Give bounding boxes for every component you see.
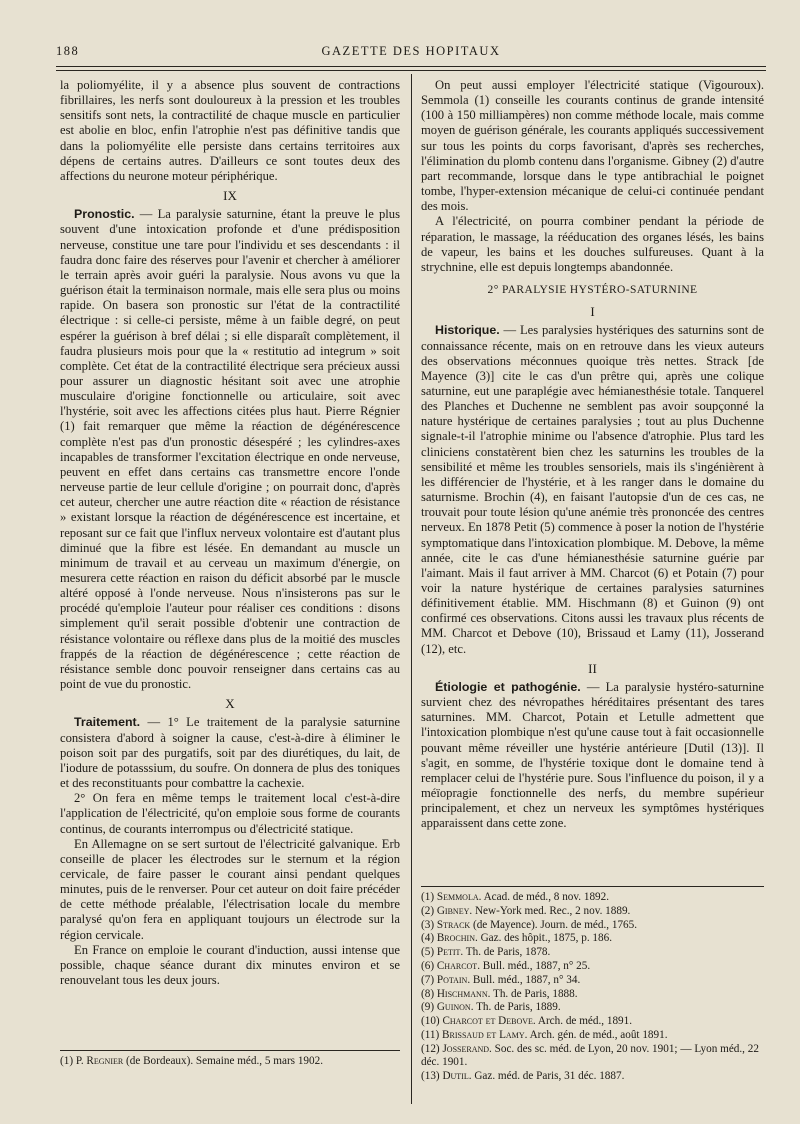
footnote xyxy=(421,946,764,959)
traitement-heading: Traitement. xyxy=(74,715,141,730)
footnote-author: Strack xyxy=(436,918,471,931)
footnote-author: Charcot et Debove xyxy=(442,1015,533,1028)
footnote-number: (11) xyxy=(421,1028,440,1041)
chapter-subtitle: 2° PARALYSIE HYSTÉRO-SATURNINE xyxy=(487,284,698,297)
footnote-number: (13) xyxy=(421,1069,440,1082)
header-rule-top xyxy=(56,66,766,67)
footnote-author: Gibney xyxy=(436,904,470,917)
footnote-text: . Acad. de méd., 8 nov. 1892. xyxy=(478,891,610,903)
left-footnotes xyxy=(60,1050,400,1069)
footnote-text: . Th. de Paris, 1888. xyxy=(487,987,578,1000)
footnote xyxy=(421,932,764,945)
page-header xyxy=(56,44,766,64)
right-footnotes xyxy=(421,886,764,1084)
footnote xyxy=(421,1070,764,1083)
footnote-text: . Th. de Paris, 1878. xyxy=(460,946,551,959)
footnote-text: . Soc. des sc. méd. de Lyon, 20 nov. 1901; — Lyon méd., 22 déc. 1901. xyxy=(421,1042,759,1069)
footnote xyxy=(421,960,764,973)
footnote-text: . Gaz. méd. de Paris, 31 déc. 1887. xyxy=(468,1069,625,1082)
pronostic-paragraph xyxy=(60,207,400,692)
footnote-text: (de Bordeaux). Semaine méd., 5 mars 1902. xyxy=(123,1055,323,1067)
historique-heading: Historique. xyxy=(435,323,500,338)
footnote-number: (4) xyxy=(421,932,435,945)
footnote-author: Semmola xyxy=(436,891,479,903)
traitement-paragraph-3: En Allemagne on se sert surtout de l'électricité galvanique. Erb conseille de placer les électrodes sur le sternum et la région cervicale, de faire passer le courant ainsi pendant quelques minutes, puis de le renverser. Pour cet auteur on doit faire précéder de cette méthode préalable, l'électrisation locale du membre paralysé qu'on fera en appliquant toujours un électrode sur la région cervicale. xyxy=(60,836,400,942)
right-column xyxy=(421,78,764,832)
footnote xyxy=(421,919,764,932)
etiologie-text: — La paralysie hystéro-saturnine survient chez des névropathes héréditaires présentant des tares saturnines. MM. Charcot, Potain et Letulle admettent que l'intoxication plombique n'est qu'une cause tout à fait occasionnelle pouvant même réveiller une hystérie antérieure [Dutil (13)]. Il s'agit, en somme, de l'hystérie toxique dont le domaine tend à remplacer celui de l'hystérie pure. Sous l'influence du poison, il y a méïopragie fonctionnelle des nerfs, du membre supérieur principalement, et chez un nerveux les symptômes hystériques apparaissent dans cette zone. xyxy=(421,679,765,831)
journal-title: GAZETTE DES HOPITAUX xyxy=(321,44,501,58)
footnote xyxy=(421,974,764,987)
footnote-number: (3) xyxy=(421,918,435,931)
massage-paragraph: A l'électricité, on pourra combiner pendant la période de réparation, le massage, la rééducation des organes lésés, les bains de vapeur, les bains et les douches sulfureuses. Quant à la strychnine, elle est depuis longtemps abandonnée. xyxy=(421,214,764,274)
traitement-paragraph-4: En France on emploie le courant d'induction, aussi intense que possible, chaque séance durant dix minutes environ et se renouvelant tous les deux jours. xyxy=(60,942,400,988)
footnote-author: Hischmann xyxy=(436,987,488,1000)
footnote xyxy=(421,1029,764,1042)
footnote-text: . New-York med. Rec., 2 nov. 1889. xyxy=(469,904,631,917)
section-number-ix: IX xyxy=(223,188,237,204)
footnote-author: Regnier xyxy=(86,1055,124,1067)
footnote-author: Potain xyxy=(436,973,468,986)
footnote-author: Petit xyxy=(436,946,461,959)
footnote xyxy=(421,905,764,918)
traitement-text: — 1° Le traitement de la paralysie saturnine consistera d'abord à soigner la cause, c'est-à-dire à éliminer le poison soit par des purgatifs, soit par des diurétiques, du lait, de l'iodure de potasssium, du soufre. On donnera de plus des toniques et des reconstituants pour combattre la cachexie. xyxy=(60,715,400,791)
footnote xyxy=(421,1015,764,1028)
footnote-text: . Arch. gén. de méd., août 1891. xyxy=(524,1028,668,1041)
footnote-author: Brochin xyxy=(436,932,475,945)
column-divider xyxy=(411,74,412,1104)
footnote-rule xyxy=(60,1050,400,1051)
section-number-ii: II xyxy=(588,660,597,676)
pronostic-heading: Pronostic. xyxy=(74,207,135,222)
intro-paragraph: la poliomyélite, il y a absence plus souvent de contractions fibrillaires, les nerfs sont douloureux à la pression et les troubles sensitifs sont nets, la contractilité de chaque muscle en particulier est abolie en bloc, enfin l'atrophie n'est pas définitive tandis que dans la poliomyélite elle persiste dans certains territoires aux dépens de certains autres. D'ailleurs ce sont toutes deux des affections du neurone moteur périphérique. xyxy=(60,78,400,183)
footnote-author: Dutil xyxy=(442,1069,469,1082)
footnote-rule xyxy=(421,886,764,887)
electricity-paragraph: On peut aussi employer l'électricité statique (Vigouroux). Semmola (1) conseille les courants continus de grande intensité (100 à 150 milliampères) non comme méthode locale, mais comme moyen de guérison générale, les courants appliqués successivement sur tous les points du corps favorisant, d'après ses recherches, l'élimination du plomb contenu dans l'organisme. Gibney (2) d'autre part recommande, lorsque dans le type antibrachial le poignet tombe, l'hyper-extension mécanique de celui-ci continuée pendant des mois. xyxy=(421,78,764,214)
footnote xyxy=(421,1043,764,1070)
footnote-text: (de Mayence). Journ. de méd., 1765. xyxy=(470,918,638,931)
historique-text: — Les paralysies hystériques des saturnins sont de connaissance récente, mais on en retrouve dans les vieux auteurs des observations méconnues quoique très nettes. Strack [de Mayence (3)] cite le cas d'un prêtre qui, après une colique saturnine, eut une paraplégie avec hémianesthésie totale. Tanquerel des Planches et Duchenne ne semblent pas avoir soupçonné la nature hystérique de certaines paralysies ; tout au plus Duchenne signale-t-il l'atrophie minime ou l'absence d'atrophie. Plus tard les cliniciens constatèrent bien chez les saturnins les troubles de la sensibilité et même les troubles sensoriels, mais ils s'ingénièrent à les différencier de l'hystérie, et à les ranger dans le domaine du saturnisme. Brochin (4), en faisant l'autopsie d'un de ces cas, ne trouvait pour toute lésion qu'une anémie très prononcée des centres nerveux. En 1878 Petit (5) commence à poser la notion de l'hystérie symptomatique dans l'intoxication plombique. M. Debove, la même année, cite le cas d'une hémianesthésie saturnine guérie par l'aimant. Mais il faut arriver à MM. Charcot (6) et Potain (7) pour voir la nature hystérique de certaines paralysies saturnines définitivement établie. MM. Hischmann (8) et Guinon (9) ont confirmé ces observations. Citons aussi les travaux plus récents de MM. Charcot et Debove (10), Brissaud et Lamy (11), Josserand (12), etc. xyxy=(421,323,764,656)
traitement-paragraph xyxy=(60,715,400,791)
footnote-number: (5) xyxy=(421,946,435,959)
footnote-number: (12) xyxy=(421,1042,440,1055)
footnote xyxy=(60,1055,400,1068)
footnote-text: . Bull. méd., 1887, n° 34. xyxy=(467,973,581,986)
page-number: 188 xyxy=(56,44,80,58)
footnote-number: (8) xyxy=(421,987,435,1000)
footnote-text: . Th. de Paris, 1889. xyxy=(470,1001,561,1014)
footnote-number: (2) xyxy=(421,904,435,917)
footnote-author: Josserand xyxy=(442,1042,490,1055)
footnote xyxy=(421,1001,764,1014)
footnote-author: Charcot xyxy=(436,959,478,972)
footnote-author: Brissaud et Lamy xyxy=(442,1028,525,1041)
left-column xyxy=(60,78,400,988)
traitement-paragraph-2: 2° On fera en même temps le traitement local c'est-à-dire l'application de l'électricité, qu'on emploie sous forme de courants continus, de courants interrompus ou d'électricité statique. xyxy=(60,791,400,836)
footnote xyxy=(421,988,764,1001)
etiologie-heading: Étiologie et pathogénie. xyxy=(435,679,581,694)
footnote-number: (1) P. xyxy=(60,1055,84,1067)
pronostic-text: — La paralysie saturnine, étant la preuve le plus souvent d'une intoxication profonde et d'une prédisposition nerveuse, constitue une tare pour l'individu et ses descendants : il faudra donc faire des réserves pour l'avenir et chercher à améliorer le terrain après avoir guéri la paralysie. Nous avons vu que la guérison était la terminaison normale, mais elle sera plus ou moins rapide. On basera son pronostic sur l'état de la contractilité électrique : si celle-ci persiste, même à un faible degré, on peut espérer la guérison à bref délai ; si elle disparaît complètement, il faudra plusieurs mois pour que la « restitutio ad integrum » soit complète. Cet état de la contractilité électrique sera précieux aussi pour assurer un diagnostic hésitant soit avec une atrophie musculaire d'origine fonctionnelle ou articulaire, soit avec l'hystérie, soit avec les affections citées plus haut. Pierre Régnier (1) fait remarquer que même la réaction de dégénérescence complète n'est pas d'un pronostic désespéré ; les cylindres-axes incapables de transformer l'excitation électrique en onde nerveuse, peuvent en effet dans certains cas transmettre encore l'onde nerveuse partie de leur cellule d'origine ; on pourrait donc, d'après cet auteur, chercher une autre réaction dite « réaction de résistance » existant lorsque la réaction de dégénérescence est incertaine, et reposant sur ce fait que l'influx nerveux volontaire est d'autant plus diminué que la fibre est lésée. En demandant au muscle un minimum de travail et au cerveau un maximum d'énergie, on mesurera cette réaction en raison du déficit absorbé par le muscle altéré opposé à l'onde nerveuse. Nous n'insisterons pas sur le procédé qu'emploie l'auteur pour réaliser ces conditions : disons simplement qu'il serait possible d'obtenir une contraction de résistance volontaire ou réflexe dans plus de la moitié des muscles frappés de la réaction de dégénérescence ; cette réaction de résistance semble donc pouvoir renseigner dans certains cas au point de vue du pronostic. xyxy=(60,207,400,692)
footnote-author: Guinon xyxy=(436,1001,471,1014)
footnote-number: (6) xyxy=(421,959,435,972)
footnote-text: . Bull. méd., 1887, n° 25. xyxy=(477,959,591,972)
footnote-text: . Gaz. des hôpit., 1875, p. 186. xyxy=(474,932,613,945)
footnote-text: . Arch. de méd., 1891. xyxy=(532,1015,633,1028)
section-number-x: X xyxy=(225,696,235,712)
footnote-number: (9) xyxy=(421,1001,435,1014)
footnote-number: (7) xyxy=(421,973,435,986)
footnote xyxy=(421,891,764,904)
header-rule-bottom xyxy=(56,70,766,71)
footnote-number: (10) xyxy=(421,1015,440,1028)
section-number-i: I xyxy=(590,304,595,320)
etiologie-paragraph xyxy=(421,680,764,832)
historique-paragraph xyxy=(421,323,764,656)
footnote-number: (1) xyxy=(421,891,435,903)
